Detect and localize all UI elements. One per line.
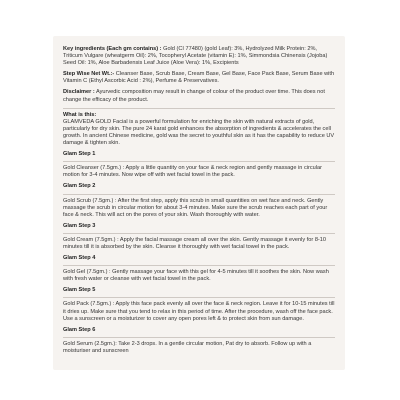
divider	[63, 233, 335, 234]
what-is-text: GLAMVEDA GOLD Facial is a powerful formulation for enriching the skin with natural extracts of gold, particularly for dry skin. The pure 24 karat gold enhances the absorption of ingredients & accelerates the cell growth. In ancient Chinese medicine, gold was the secret to youthful skin as it has the capability to reduce UV damage & tighten skin.	[63, 118, 335, 147]
step-6	[63, 327, 335, 355]
divider	[63, 108, 335, 109]
divider	[63, 194, 335, 195]
step-5	[63, 287, 335, 322]
step-title: Glam Step 4	[63, 255, 96, 262]
step-title: Glam Step 6	[63, 326, 96, 333]
disclaimer-text: Ayurvedic composition may result in change of colour of the product over time. This does not change the efficacy of the product.	[63, 89, 325, 103]
step-wise-text: Cleanser Base, Scrub Base, Cream Base, Gel Base, Face Pack Base, Serum Base with Vitamin C (Ethyl Ascorbic Acid : 2%), Perfume & Preservatives.	[63, 71, 335, 85]
step-title: Glam Step 5	[63, 287, 96, 294]
what-is-label: What is this:	[63, 111, 97, 118]
step-wise-label: Step Wise Net Wt.:-	[63, 71, 115, 78]
disclaimer-label: Disclaimer :	[63, 89, 95, 96]
step-text: Gold Serum (2.5gm.): Take 2-3 drops. In a gentle circular motion, Pat dry to absorb. Follow up with a moisturiser and sunscreen	[63, 340, 312, 354]
divider	[63, 297, 335, 298]
divider	[63, 161, 335, 162]
what-is-section	[63, 112, 335, 147]
key-ingredients-label: Key ingredients (Each gm contains) :	[63, 46, 162, 52]
step-text: Gold Gel (7.5gm.) : Gently massage your face with this gel for 4-5 minutes till it soothes the skin. Now wash with fresh water or cleanse with wet facial towel in the pack.	[63, 269, 329, 283]
step-title: Glam Step 3	[63, 222, 96, 229]
key-ingredients-section	[63, 46, 335, 67]
step-3	[63, 223, 335, 251]
divider	[63, 337, 335, 338]
step-text: Gold Cream (7.5gm.) : Apply the facial massage cream all over the skin. Gently massage it evenly for 8-10 minutes till it is absorbed by the skin. Cleanse it thoroughly with wet facial towel in the pack.	[63, 236, 327, 250]
step-1	[63, 151, 335, 179]
step-text: Gold Scrub (7.5gm.) : After the first step, apply this scrub in small quantities on wet face and neck. Gently massage the scrub in circular motion for about 3-4 minutes. Make sure the scrub reaches each part of your face & neck. This will act on the pores of your skin. Wash thoroughly with water.	[63, 197, 328, 218]
step-wise-section	[63, 71, 335, 85]
step-4	[63, 255, 335, 283]
product-info-card	[53, 36, 345, 370]
step-title: Glam Step 1	[63, 151, 96, 158]
divider	[63, 265, 335, 266]
key-ingredients-text: Gold (CI 77480) (gold Leaf): 3%, Hydrolyzed Milk Protein: 2%, Triticum Vulgare (wheatgerm Oil): 2%, Tocopheryl Acetate (vitamin E): 1%, Simmondsia Chinensis (Jojoba) Seed Oil: 1%, Aloe Barbadensis Leaf Juice (Aloe Vera): 1%, Excipients	[63, 46, 328, 67]
disclaimer-section	[63, 89, 335, 103]
step-2	[63, 183, 335, 218]
step-text: Gold Pack (7.5gm.) : Apply this face pack evenly all over the face & neck region. Leave it for 10-15 minutes till it dries up. Make sure that you tend to relax in this period of time. After the procedure, wash off the face pack. Use a sunscreen or a moisturizer to cover any open pores left & to protect skin from sun damage.	[63, 301, 335, 322]
step-title: Glam Step 2	[63, 183, 96, 190]
step-text: Gold Cleanser (7.5gm.) : Apply a little quantity on your face & neck region and gently massage in circular motion for 3-4 minutes. Now wipe off with wet facial towel in the pack.	[63, 165, 323, 179]
